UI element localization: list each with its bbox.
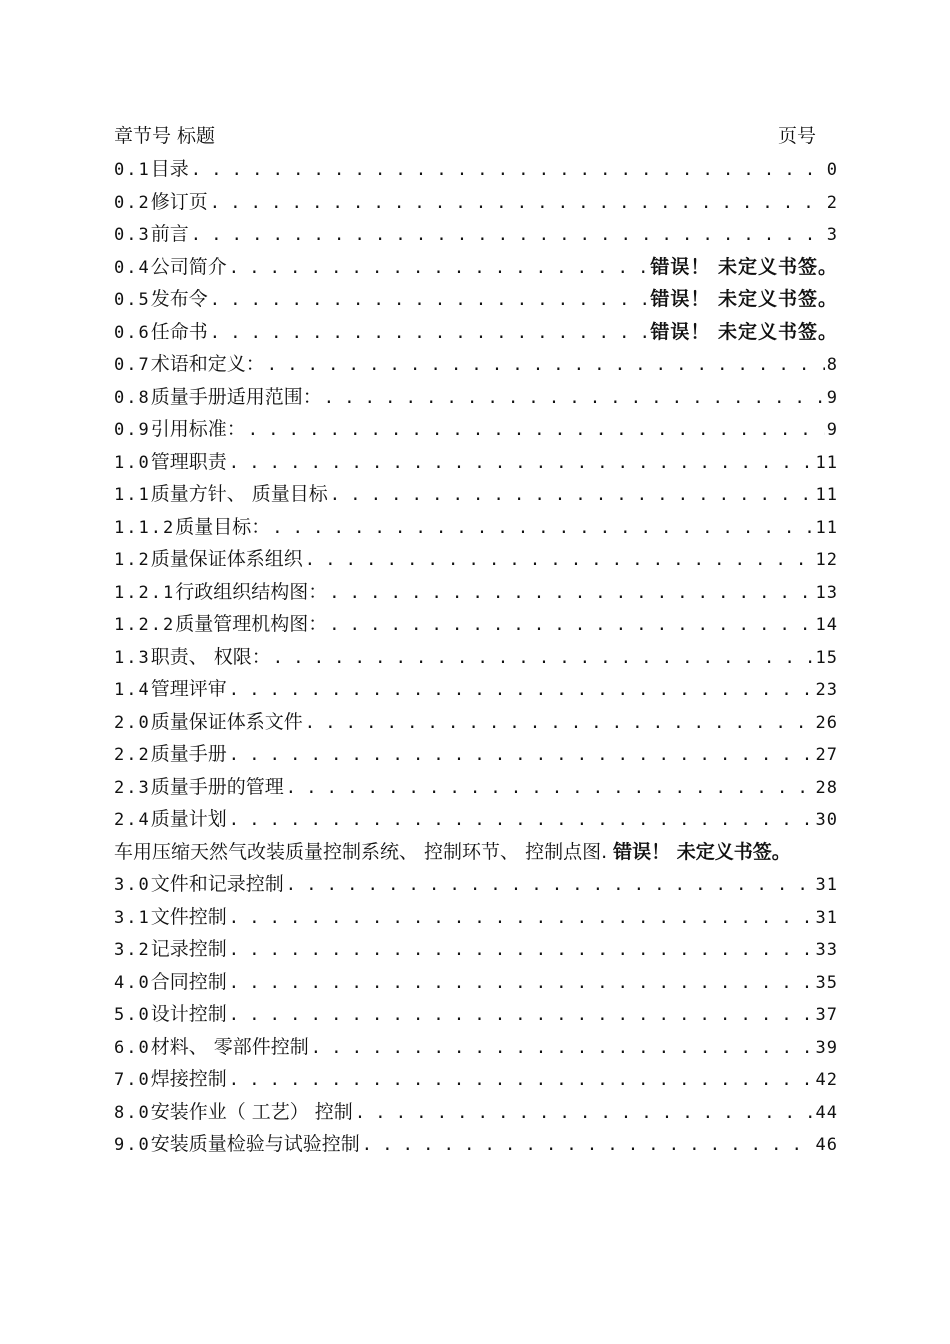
toc-entry-title: 质量手册 xyxy=(150,743,227,765)
toc-entry[interactable] xyxy=(114,413,838,446)
toc-entry[interactable] xyxy=(114,998,838,1031)
toc-entry-page: 错误！ 未定义书签。 xyxy=(650,288,838,310)
toc-entry[interactable] xyxy=(114,478,838,511)
toc-dot-leader xyxy=(229,902,814,935)
toc-entry-title: 记录控制 xyxy=(150,938,227,960)
toc-entry[interactable] xyxy=(114,543,838,576)
toc-header-page: 页号 xyxy=(777,125,816,147)
toc-entry-title: 质量手册的管理 xyxy=(150,775,284,798)
toc-entry-number: 4.0 xyxy=(114,972,151,993)
toc-entry-title: 任命书 xyxy=(150,320,208,343)
toc-entry-title: 质量计划 xyxy=(150,808,227,830)
toc-header xyxy=(114,119,838,153)
toc-entry[interactable] xyxy=(114,348,838,381)
toc-entry-number: 1.2 xyxy=(114,550,151,570)
toc-entry-page: 13 xyxy=(815,582,838,603)
toc-entry[interactable] xyxy=(114,381,838,414)
toc-entry[interactable] xyxy=(114,283,838,316)
toc-entry[interactable] xyxy=(114,933,838,966)
toc-dot-leader xyxy=(329,577,813,610)
toc-entry-page: 31 xyxy=(815,875,838,895)
toc-dot-leader xyxy=(311,1032,814,1065)
toc-entry-page: 14 xyxy=(815,615,838,635)
toc-entry-page: 错误！ 未定义书签。 xyxy=(650,255,838,278)
toc-dot-leader xyxy=(324,382,825,415)
toc-entry[interactable] xyxy=(114,771,838,804)
toc-header-title: 章节号 标题 xyxy=(114,125,216,147)
toc-entry-page: 2 xyxy=(826,192,838,213)
toc-dot-leader xyxy=(229,999,814,1032)
toc-entry-number: 2.0 xyxy=(114,712,151,733)
toc-dot-leader xyxy=(248,414,825,447)
toc-entry-title: 质量方针、 质量目标 xyxy=(150,483,328,505)
toc-entry[interactable] xyxy=(114,576,838,609)
toc-entry[interactable] xyxy=(114,608,838,641)
toc-entry-title: 安装作业（ 工艺） 控制 xyxy=(150,1100,353,1123)
toc-entry[interactable] xyxy=(114,511,838,544)
toc-entry-page: 37 xyxy=(815,1005,838,1025)
toc-entry-title: 公司简介 xyxy=(150,255,227,278)
toc-entry-number: 0.9 xyxy=(114,420,151,440)
toc-entry-title: 文件和记录控制 xyxy=(150,873,284,895)
toc-entry-page: 3 xyxy=(826,225,838,245)
toc-entry-page: 9 xyxy=(826,420,838,440)
toc-entry-number: 0.7 xyxy=(114,355,151,375)
toc-dot-leader xyxy=(362,1129,814,1162)
toc-entry-title: 管理职责 xyxy=(150,450,227,473)
toc-entry[interactable] xyxy=(114,738,838,771)
toc-entry-number: 1.2.1 xyxy=(114,582,176,603)
toc-entry-wrapped[interactable] xyxy=(114,836,838,869)
toc-entry[interactable] xyxy=(114,218,838,251)
toc-entry[interactable] xyxy=(114,251,838,284)
toc-entry-title: 职责、 权限： xyxy=(150,645,271,668)
toc-dot-leader xyxy=(229,739,814,772)
toc-entry-number: 1.4 xyxy=(114,680,151,700)
toc-entry-number: 0.3 xyxy=(114,225,151,245)
toc-entry-title: 前言 xyxy=(150,223,189,245)
toc-entry-page: 12 xyxy=(815,550,838,570)
toc-dot-leader xyxy=(305,707,814,740)
toc-dot-leader xyxy=(355,1097,814,1130)
toc-dot-leader xyxy=(229,447,814,480)
toc-entry-title: 质量目标： xyxy=(175,515,271,538)
toc-entry-page: 9 xyxy=(826,387,838,408)
toc-dot-leader xyxy=(229,674,814,707)
toc-entry-number: 2.4 xyxy=(114,810,151,830)
toc-entry-number: 1.3 xyxy=(114,647,151,668)
toc-entry-title: 焊接控制 xyxy=(150,1068,227,1090)
toc-entry[interactable] xyxy=(114,153,838,186)
toc-entry-title: 安装质量检验与试验控制 xyxy=(150,1133,360,1155)
toc-entry-number: 3.2 xyxy=(114,940,151,960)
toc-dot-leader xyxy=(210,187,825,220)
toc-entry-number: 7.0 xyxy=(114,1070,151,1090)
toc-entry-page: 0 xyxy=(826,160,838,180)
toc-entry-number: 2.2 xyxy=(114,745,151,765)
toc-entry-page: 11 xyxy=(815,517,838,538)
toc-entry[interactable] xyxy=(114,1063,838,1096)
toc-entry-page: 39 xyxy=(815,1037,838,1058)
toc-dot-leader xyxy=(272,512,813,545)
toc-entry-number: 5.0 xyxy=(114,1005,151,1025)
toc-dot-leader xyxy=(286,869,814,902)
toc-entry[interactable] xyxy=(114,966,838,999)
toc-entry-page: 23 xyxy=(815,680,838,700)
toc-entry[interactable] xyxy=(114,803,838,836)
toc-entry-number: 2.3 xyxy=(114,777,151,798)
toc-dot-leader xyxy=(210,284,649,317)
toc-entry-number: 3.1 xyxy=(114,907,151,928)
toc-entry[interactable] xyxy=(114,673,838,706)
toc-entry-title: 行政组织结构图： xyxy=(175,580,328,603)
toc-entry-page: 8 xyxy=(826,355,838,375)
toc-entry-number: 0.1 xyxy=(114,160,151,180)
toc-entry[interactable] xyxy=(114,641,838,674)
toc-entry[interactable] xyxy=(114,1096,838,1129)
toc-entry-title: 文件控制 xyxy=(150,905,227,928)
toc-dot-leader xyxy=(329,609,813,642)
toc-dot-leader xyxy=(229,1064,814,1097)
toc-dot-leader xyxy=(229,804,814,837)
toc-entry-title: 设计控制 xyxy=(150,1003,227,1025)
toc-dot-leader xyxy=(210,317,649,350)
toc-entry[interactable] xyxy=(114,901,838,934)
toc-dot-leader xyxy=(191,219,825,252)
toc-entry-page: 错误！ 未定义书签。 xyxy=(650,320,838,343)
toc-entries-group-a xyxy=(114,153,838,836)
toc-entry-number: 1.0 xyxy=(114,452,151,473)
toc-entry-number: 9.0 xyxy=(114,1135,151,1155)
toc-entry-page: 11 xyxy=(815,485,838,505)
toc-entry-number: 0.2 xyxy=(114,192,151,213)
toc-entry-number: 3.0 xyxy=(114,875,151,895)
toc-entry-number: 8.0 xyxy=(114,1102,151,1123)
toc-entry-title: 修订页 xyxy=(150,190,208,213)
toc-entry-page: 44 xyxy=(815,1102,838,1123)
toc-entry-number: 0.8 xyxy=(114,387,151,408)
toc-entry-error: 错误！ 未定义书签。 xyxy=(613,840,791,863)
toc-entry-number: 6.0 xyxy=(114,1037,151,1058)
toc-entry-title: 质量保证体系组织 xyxy=(150,548,303,570)
toc-dot-leader xyxy=(305,544,814,577)
toc-entry[interactable] xyxy=(114,446,838,479)
table-of-contents xyxy=(114,119,838,1161)
toc-entry-title: 合同控制 xyxy=(150,970,227,993)
toc-dot-leader xyxy=(330,479,814,512)
toc-entry-title: 引用标准： xyxy=(150,418,246,440)
toc-dot-leader xyxy=(273,642,814,675)
toc-entry[interactable] xyxy=(114,706,838,739)
toc-entry-page: 35 xyxy=(815,972,838,993)
toc-entry-title: 术语和定义： xyxy=(150,353,265,375)
toc-entry-number: 1.2.2 xyxy=(114,615,176,635)
toc-entry-page: 33 xyxy=(815,940,838,960)
toc-entry-title: 目录 xyxy=(150,158,189,180)
toc-entry-page: 27 xyxy=(815,745,838,765)
toc-entry-title: 质量保证体系文件 xyxy=(150,710,303,733)
toc-entry-number: 1.1 xyxy=(114,485,151,505)
toc-entry-number: 1.1.2 xyxy=(114,517,176,538)
toc-dot-leader xyxy=(267,349,825,382)
toc-entry[interactable] xyxy=(114,186,838,219)
toc-dot-leader xyxy=(191,154,825,187)
toc-entry-page: 26 xyxy=(815,712,838,733)
toc-entry[interactable] xyxy=(114,316,838,349)
toc-entry[interactable] xyxy=(114,1031,838,1064)
toc-dot-leader xyxy=(229,252,649,285)
toc-entry-page: 30 xyxy=(815,810,838,830)
toc-entries-group-b xyxy=(114,868,838,1161)
toc-entry-page: 11 xyxy=(815,452,838,473)
toc-entry-page: 46 xyxy=(815,1135,838,1155)
toc-entry-title: 质量手册适用范围： xyxy=(150,385,322,408)
toc-entry-title: 管理评审 xyxy=(150,678,227,700)
toc-entry-title: 发布令 xyxy=(150,288,208,310)
toc-entry-page: 28 xyxy=(815,777,838,798)
toc-entry-page: 31 xyxy=(815,907,838,928)
toc-dot-leader xyxy=(229,934,814,967)
toc-entry-page: 15 xyxy=(815,647,838,668)
toc-dot-leader xyxy=(229,967,814,1000)
toc-entry-number: 0.4 xyxy=(114,257,151,278)
toc-entry[interactable] xyxy=(114,1128,838,1161)
toc-entry[interactable] xyxy=(114,868,838,901)
toc-entry-title: 车用压缩天然气改装质量控制系统、 控制环节、 控制点图. xyxy=(114,840,608,863)
toc-entry-title: 材料、 零部件控制 xyxy=(150,1035,309,1058)
toc-entry-number: 0.6 xyxy=(114,322,151,343)
toc-entry-number: 0.5 xyxy=(114,290,151,310)
toc-dot-leader xyxy=(286,772,814,805)
toc-entry-page: 42 xyxy=(815,1070,838,1090)
toc-entry-title: 质量管理机构图： xyxy=(175,613,328,635)
